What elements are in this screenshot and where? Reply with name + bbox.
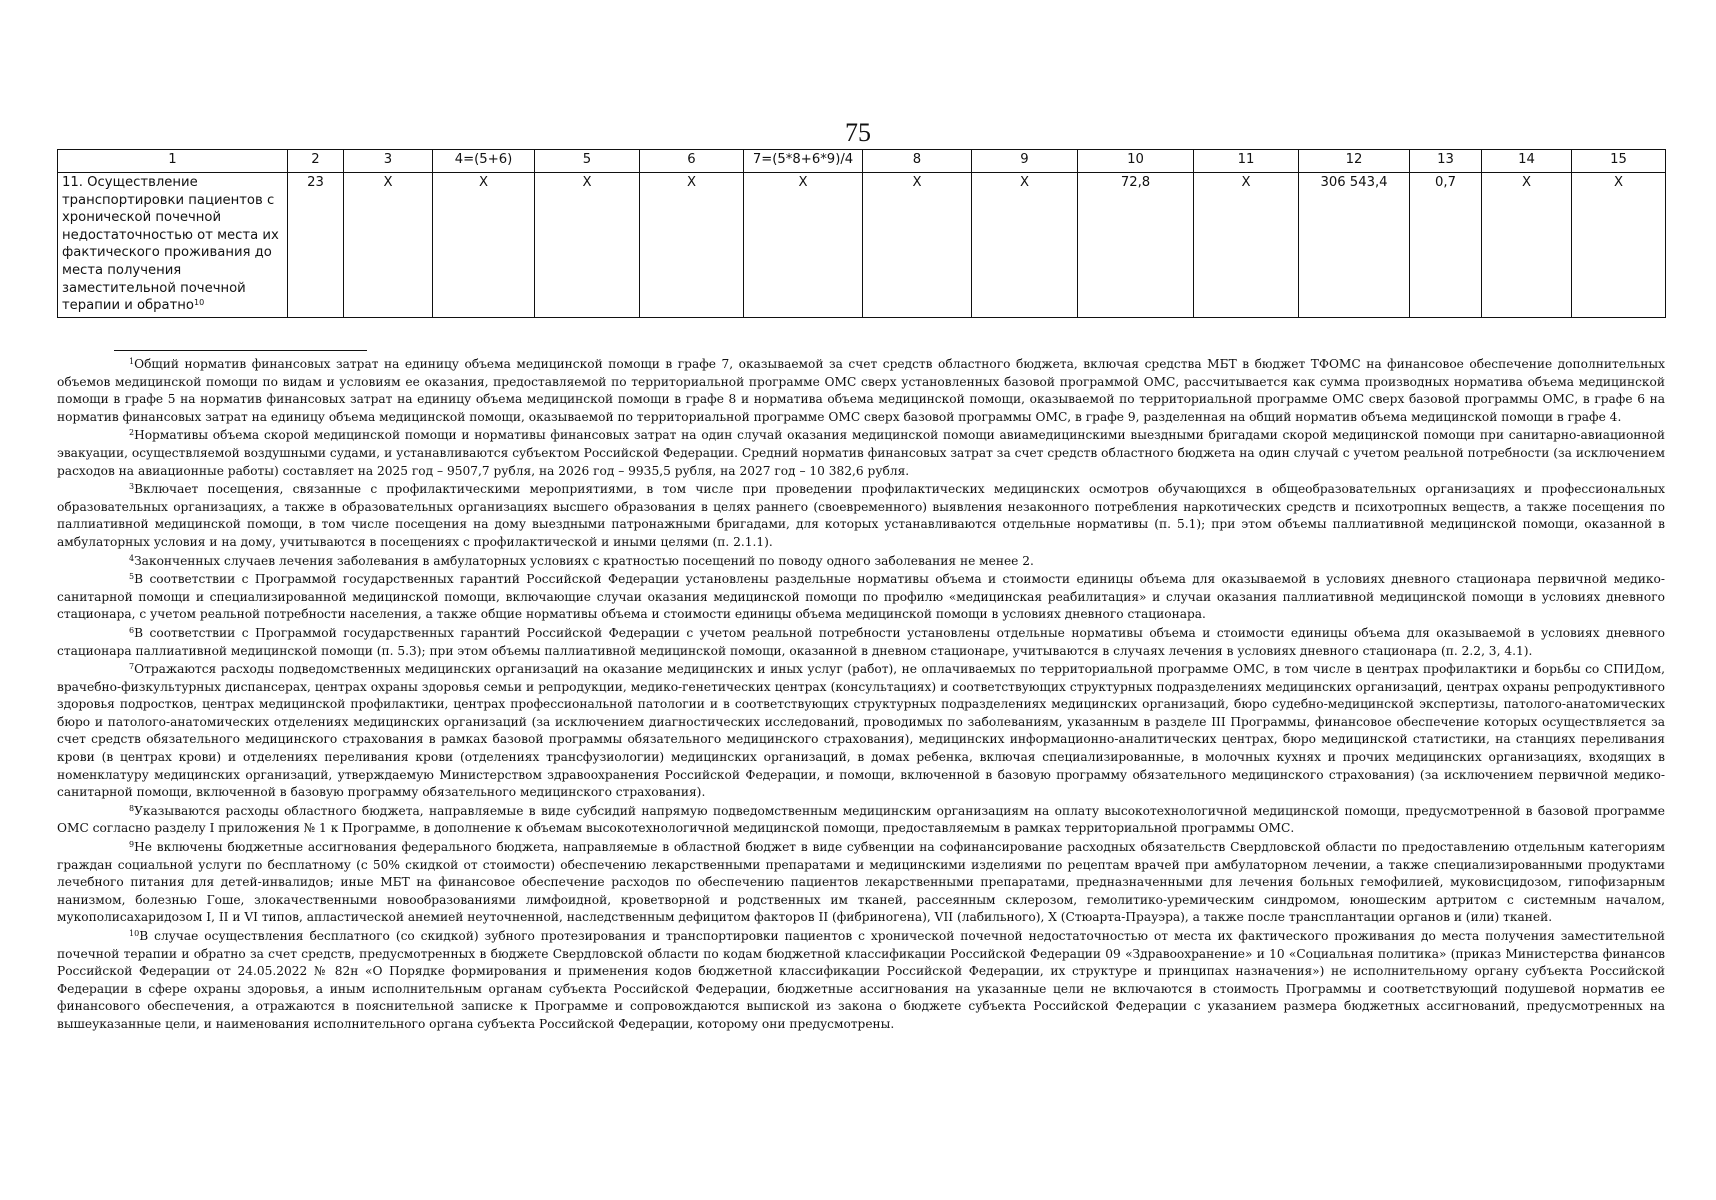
table-cell: X	[433, 173, 535, 318]
footnote-number: 4	[129, 553, 135, 563]
footnote	[57, 625, 1665, 660]
table-cell: 23	[288, 173, 344, 318]
footnote-number: 8	[129, 803, 135, 813]
table-cell: 306 543,4	[1299, 173, 1410, 318]
footnote-separator	[114, 350, 367, 351]
column-header: 15	[1572, 150, 1666, 173]
table-header-row	[58, 150, 1666, 173]
row-description: 11. Осуществление транспортировки пациентов с хронической почечной недостаточностью от места их фактического проживания до места получения заместительной почечной терапии и обратно	[62, 175, 279, 314]
table-cell: X	[344, 173, 433, 318]
column-header: 2	[288, 150, 344, 173]
footnotes	[57, 356, 1665, 1035]
footnote-number: 7	[129, 662, 135, 672]
footnote	[57, 928, 1665, 1034]
column-header: 9	[972, 150, 1078, 173]
footnote	[57, 427, 1665, 480]
table-cell: 0,7	[1410, 173, 1482, 318]
footnote-text: Указываются расходы областного бюджета, направляемые в виде субсидий напрямую подведомственным медицинским организациям на оплату высокотехнологичной медицинской помощи, предусмотренной в базовой программе ОМС согласно разделу I приложения № 1 к Программе, в дополнение к объемам высокотехнологичной медицинской помощи, предоставляемым в рамках территориальной программы ОМС.	[57, 803, 1665, 836]
column-header: 11	[1194, 150, 1299, 173]
column-header: 4=(5+6)	[433, 150, 535, 173]
footnote	[57, 356, 1665, 426]
footnote-number: 6	[129, 625, 135, 635]
page-number: 75	[845, 118, 871, 147]
row-description-cell	[58, 173, 288, 318]
table-cell: X	[1482, 173, 1572, 318]
table-cell: X	[972, 173, 1078, 318]
footnote-number: 5	[129, 572, 135, 582]
column-header: 12	[1299, 150, 1410, 173]
footnote	[57, 839, 1665, 927]
column-header: 13	[1410, 150, 1482, 173]
table-cell: X	[1572, 173, 1666, 318]
footnote-number: 2	[129, 428, 135, 438]
footnote	[57, 481, 1665, 551]
footnote-text: Не включены бюджетные ассигнования федерального бюджета, направляемые в областной бюджет в виде субвенции на софинансирование расходных обязательств Свердловской области по предоставлению отдельным категориям граждан социальной услуги по бесплатному (с 50% скидкой от стоимости) обеспечению лекарственными препаратами и медицинскими изделиями по рецептам врачей при амбулаторном лечении, а также специализированными продуктами лечебного питания для детей-инвалидов; иные МБТ на финансовое обеспечение расходов по обеспечению пациентов лекарственными препаратами, предназначенными для лечения больных гемофилией, муковисцидозом, гипофизарным нанизмом, болезнью Гоше, злокачественными новообразованиями лимфоидной, кроветворной и родственных им тканей, рассеянным склерозом, гемолитико-уремическим синдромом, юношеским артритом с системным началом, мукополисахаридозом I, II и VI типов, апластической анемией неуточненной, наследственным дефицитом факторов II (фибриногена), VII (лабильного), X (Стюарта-Прауэра), а также после трансплантации органов и (или) тканей.	[57, 840, 1665, 925]
table-cell: X	[744, 173, 863, 318]
footnote-text: В соответствии с Программой государственных гарантий Российской Федерации установлены раздельные нормативы объема и стоимости единицы объема для оказываемой в условиях дневного стационара первичной медико-санитарной помощи и специализированной медицинской помощи, включающие случаи оказания медицинской помощи по профилю «медицинская реабилитация» и случаи оказания паллиативной медицинской помощи в условиях дневного стационара, с учетом реальной потребности населения, а также общие нормативы объема и стоимости единицы объема медицинской помощи в условиях дневного стационара.	[57, 572, 1665, 622]
table-row	[58, 173, 1666, 318]
footnote-reference: 10	[194, 298, 205, 308]
footnote-text: В соответствии с Программой государственных гарантий Российской Федерации с учетом реальной потребности установлены отдельные нормативы объема и стоимости единицы объема для оказываемой в условиях дневного стационара паллиативной медицинской помощи (п. 5.3); при этом объемы паллиативной медицинской помощи, оказанной в дневном стационаре, учитываются в случаях лечения в условиях дневного стационара (п. 2.2, 3, 4.1).	[57, 625, 1665, 658]
column-header: 10	[1078, 150, 1194, 173]
footnote-number: 9	[129, 840, 135, 850]
table-cell: 72,8	[1078, 173, 1194, 318]
footnote	[57, 661, 1665, 802]
column-header: 14	[1482, 150, 1572, 173]
footnote-text: Законченных случаев лечения заболевания в амбулаторных условиях с кратностью посещений по поводу одного заболевания не менее 2.	[134, 553, 1034, 568]
footnote-text: Отражаются расходы подведомственных медицинских организаций на оказание медицинских и иных услуг (работ), не оплачиваемых по территориальной программе ОМС, в том числе в центрах профилактики и борьбы со СПИДом, врачебно-физкультурных диспансерах, центрах охраны здоровья семьи и репродукции, медико-генетических центрах (консультациях) и соответствующих структурных подразделениях медицинских организаций, центрах охраны репродуктивного здоровья подростков, центрах медицинской профилактики, центрах профессиональной патологии и в соответствующих структурных подразделениях медицинских организаций, бюро судебно-медицинской экспертизы, патолого-анатомических бюро и патолого-анатомических отделениях медицинских организаций (за исключением диагностических исследований, проводимых по заболеваниям, указанным в разделе III Программы, финансовое обеспечение которых осуществляется за счет средств обязательного медицинского страхования в рамках базовой программы обязательного медицинского страхования), медицинских информационно-аналитических центрах, бюро медицинской статистики, на станциях переливания крови (в центрах крови) и отделениях переливания крови (отделениях трансфузиологии) медицинских организаций, в домах ребенка, включая специализированные, в молочных кухнях и прочих медицинских организациях, входящих в номенклатуру медицинских организаций, утверждаемую Министерством здравоохранения Российской Федерации, и помощи, включенной в базовую программу обязательного медицинского страхования) (за исключением первичной медико-санитарной помощи, включенной в базовую программу обязательного медицинского страхования).	[57, 662, 1665, 800]
table-cell: X	[640, 173, 744, 318]
table-cell: X	[863, 173, 972, 318]
norms-table	[57, 149, 1666, 318]
table-cell: X	[1194, 173, 1299, 318]
footnote	[57, 803, 1665, 838]
footnote-number: 10	[129, 929, 140, 938]
column-header: 5	[535, 150, 640, 173]
footnote	[57, 553, 1665, 571]
column-header: 8	[863, 150, 972, 173]
footnote-text: В случае осуществления бесплатного (со скидкой) зубного протезирования и транспортировки пациентов с хронической почечной недостаточностью от места их фактического проживания до места получения заместительной почечной терапии и обратно за счет средств, предусмотренных в бюджете Свердловской области по кодам бюджетной классификации Российской Федерации 09 «Здравоохранение» и 10 «Социальная политика» (приказ Министерства финансов Российской Федерации от 24.05.2022 № 82н «О Порядке формирования и применения кодов бюджетной классификации Российской Федерации, их структуре и принципах назначения») не исполнительному органу субъекта Российской Федерации в сфере охраны здоровья, а иным исполнительным органам субъекта Российской Федерации, бюджетные ассигнования на указанные цели не включаются в стоимость Программы и соответствующий подушевой норматив ее финансового обеспечения, а отражаются в пояснительной записке к Программе и сопровождаются выпиской из закона о бюджете субъекта Российской Федерации с указанием размера бюджетных ассигнований, предусмотренных на вышеуказанные цели, и наименования исполнительного органа субъекта Российской Федерации, которому они предусмотрены.	[57, 929, 1665, 1031]
footnote	[57, 571, 1665, 624]
footnote-text: Нормативы объема скорой медицинской помощи и нормативы финансовых затрат на один случай оказания медицинской помощи авиамедицинскими выездными бригадами скорой медицинской помощи при санитарно-авиационной эвакуации, осуществляемой воздушными судами, и устанавливаются субъектом Российской Федерации. Средний норматив финансовых затрат за счет средств областного бюджета на один случай с учетом реальной потребности (за исключением расходов на авиационные работы) составляет на 2025 год – 9507,7 рубля, на 2026 год – 9935,5 рубля, на 2027 год – 10 382,6 рубля.	[57, 428, 1665, 478]
footnote-text: Включает посещения, связанные с профилактическими мероприятиями, в том числе при проведении профилактических медицинских осмотров обучающихся в общеобразовательных организациях и профессиональных образовательных организациях, а также в образовательных организациях высшего образования в целях раннего (своевременного) выявления незаконного потребления наркотических средств и психотропных веществ, а также посещения по паллиативной медицинской помощи, в том числе посещения на дому выездными патронажными бригадами, для которых устанавливаются отдельные нормативы (п. 5.1); при этом объемы паллиативной медицинской помощи, оказанной в амбулаторных условия и на дому, учитываются в посещениях с профилактической и иными целями (п. 2.1.1).	[57, 482, 1665, 549]
column-header: 6	[640, 150, 744, 173]
column-header: 1	[58, 150, 288, 173]
footnote-number: 1	[129, 357, 135, 366]
column-header: 7=(5*8+6*9)/4	[744, 150, 863, 173]
column-header: 3	[344, 150, 433, 173]
table-cell: X	[535, 173, 640, 318]
footnote-text: Общий норматив финансовых затрат на единицу объема медицинской помощи в графе 7, оказываемой за счет средств областного бюджета, включая средства МБТ в бюджет ТФОМС на финансовое обеспечение дополнительных объемов медицинской помощи по видам и условиям ее оказания, предоставляемой по территориальной программе ОМС сверх установленных базовой программой ОМС, рассчитывается как сумма производных норматива объема медицинской помощи в графе 5 на норматив финансовых затрат на единицу объема медицинской помощи в графе 8 и норматива объема медицинской помощи, оказываемой по территориальной программе ОМС сверх базовой программы ОМС, в графе 6 на норматив финансовых затрат на единицу объема медицинской помощи, оказываемой по территориальной программе ОМС сверх базовой программы ОМС, в графе 9, разделенная на общий норматив объема медицинской помощи в графе 4.	[57, 357, 1665, 424]
footnote-number: 3	[129, 482, 135, 492]
